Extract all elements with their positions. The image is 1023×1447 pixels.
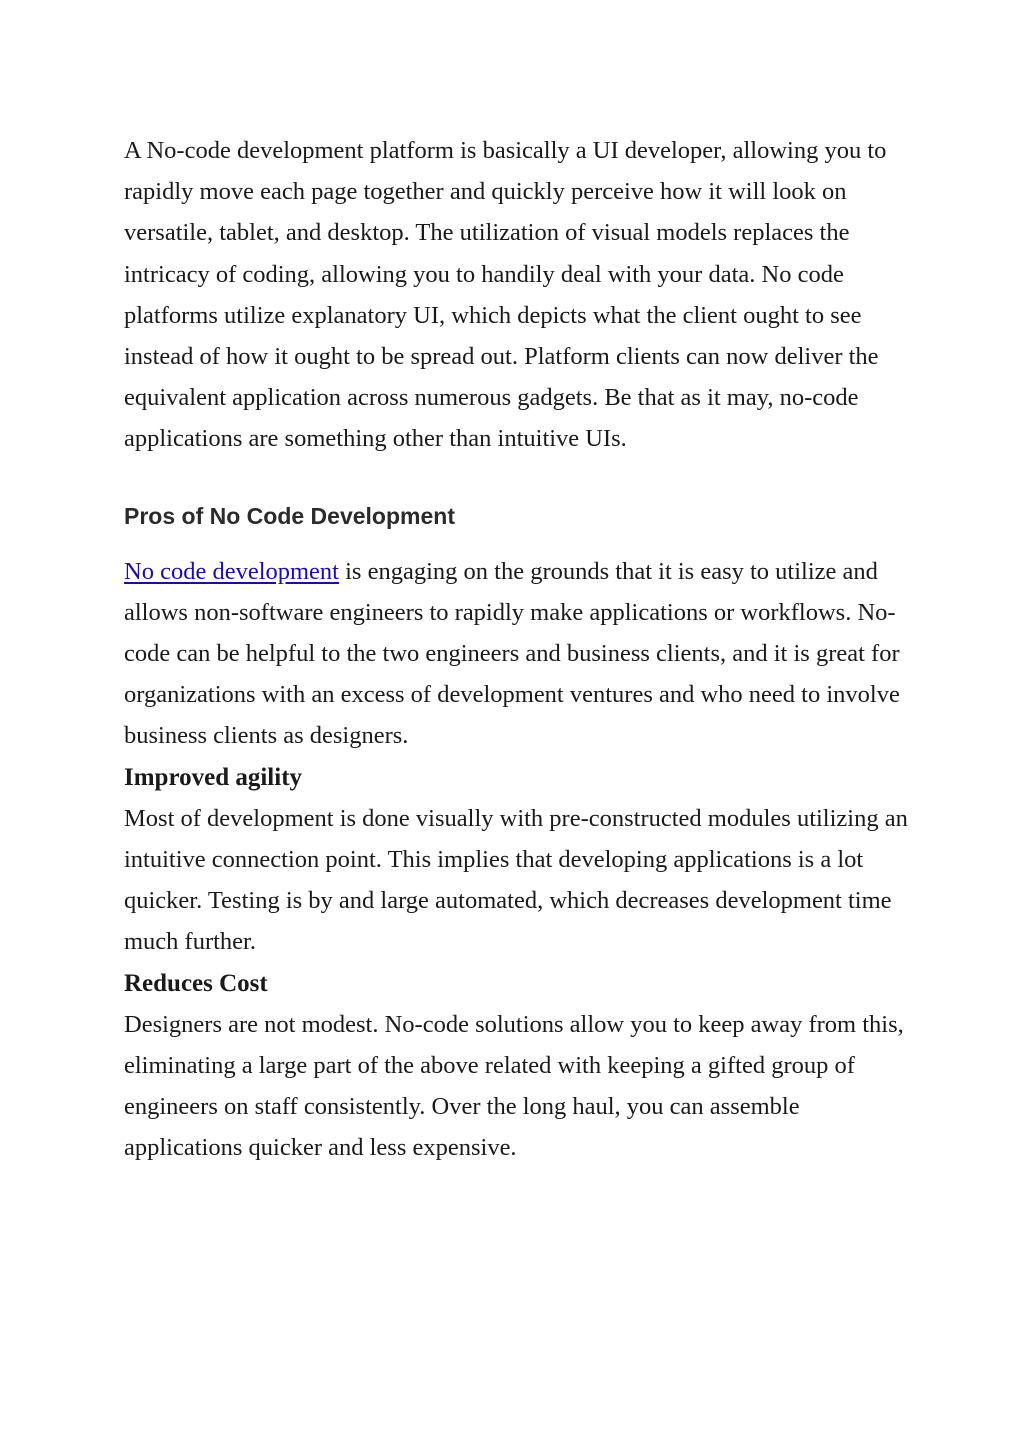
intro-paragraph: A No-code development platform is basically a UI developer, allowing you to rapidly move each page together and quickly perceive how it will look on versatile, tablet, and desktop. The utilization of visual models replaces the intricacy of coding, allowing you to handily deal with your data. No code platforms utilize explanatory UI, which depicts what the client ought to see instead of how it ought to be spread out. Platform clients can now deliver the equivalent application across numerous gadgets. Be that as it may, no-code applications are something other than intuitive UIs. [124,137,887,453]
pros-paragraph [124,551,914,757]
reduces-cost-paragraph: Designers are not modest. No-code solutions allow you to keep away from this, eliminating a large part of the above related with keeping a gifted group of engineers on staff consistently. Over the long haul, you can assemble applications quicker and less expensive. [124,1010,904,1162]
improved-agility-heading: Improved agility [124,763,303,791]
pros-paragraph-text: is engaging on the grounds that it is easy to utilize and allows non-software engineers to rapidly make applications or workflows. No-code can be helpful to the two engineers and business clients, and it is great for organizations with an excess of development ventures and who need to involve business clients as designers. [124,557,900,750]
document-page [124,130,914,1169]
no-code-development-link[interactable]: No code development [124,557,339,585]
pros-heading: Pros of No Code Development [124,502,455,529]
improved-agility-paragraph: Most of development is done visually with pre-constructed modules utilizing an intuitive connection point. This implies that developing applications is a lot quicker. Testing is by and large automated, which decreases development time much further. [124,804,908,956]
reduces-cost-heading: Reduces Cost [124,969,268,997]
